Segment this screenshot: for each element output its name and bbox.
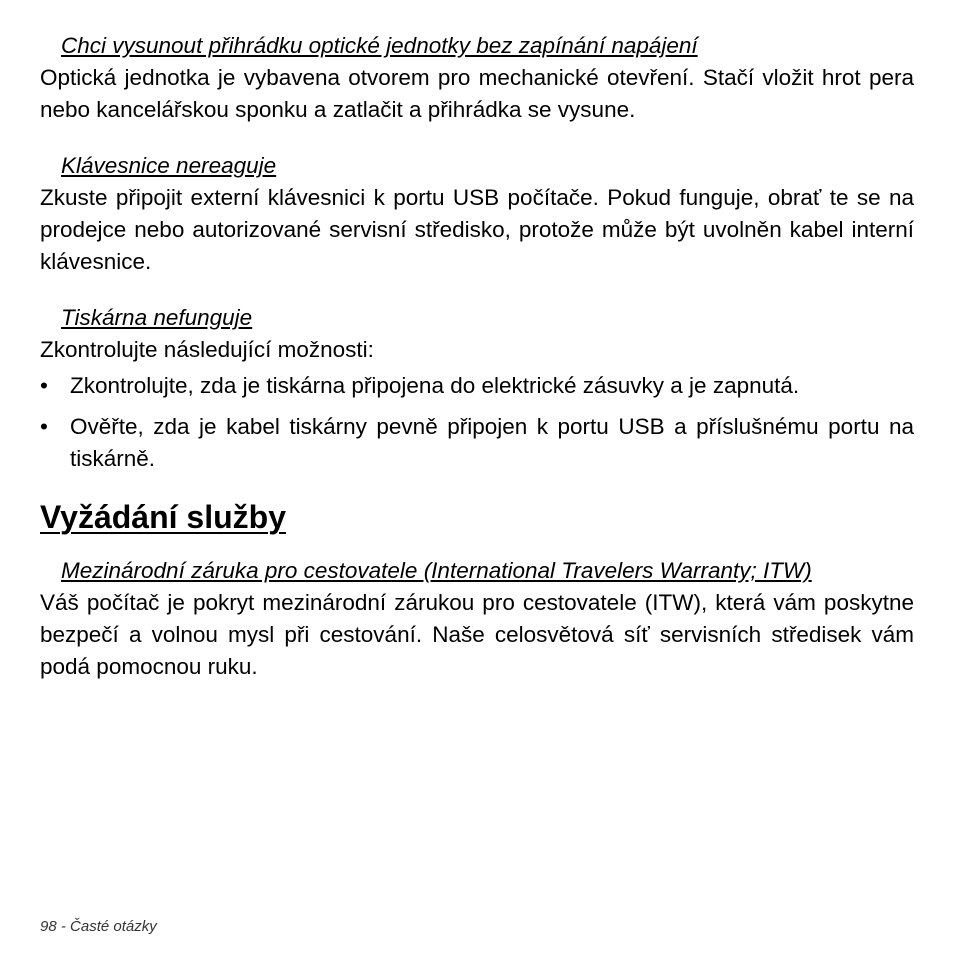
paragraph-itw: Váš počítač je pokryt mezinárodní zárukou pro cestovatele (ITW), která vám poskytne bezpečí a volnou mysl při cestování. Naše celosvětová síť servisních středisek vám podá pomocnou ruku. xyxy=(40,590,914,679)
subheading-keyboard: Klávesnice nereaguje xyxy=(61,153,277,178)
subheading-printer: Tiskárna nefunguje xyxy=(61,305,253,330)
paragraph-optical-drive: Optická jednotka je vybavena otvorem pro mechanické otevření. Stačí vložit hrot pera nebo kancelářskou sponku a zatlačit a přihrádka se vysune. xyxy=(40,65,914,122)
list-item xyxy=(40,411,914,475)
document-page xyxy=(40,30,914,683)
paragraph-printer-intro: Zkontrolujte následující možnosti: xyxy=(40,337,374,362)
subheading-itw: Mezinárodní záruka pro cestovatele (International Travelers Warranty; ITW) xyxy=(61,558,812,583)
bullet-icon: • xyxy=(40,373,48,398)
spacer xyxy=(40,126,914,150)
paragraph-keyboard: Zkuste připojit externí klávesnici k portu USB počítače. Pokud funguje, obrať te se na prodejce nebo autorizované servisní středisko, protože může být uvolněn kabel interní klávesnice. xyxy=(40,185,914,274)
bullet-icon: • xyxy=(40,414,48,439)
list-item-text: Zkontrolujte, zda je tiskárna připojena do elektrické zásuvky a je zapnutá. xyxy=(70,373,800,398)
list-item xyxy=(40,370,914,402)
section-heading: Vyžádání služby xyxy=(40,499,286,535)
printer-checklist xyxy=(40,370,914,475)
page-footer: 98 - Časté otázky xyxy=(40,918,157,935)
subheading-optical-drive: Chci vysunout přihrádku optické jednotky bez zapínání napájení xyxy=(61,33,698,58)
list-item-text: Ověřte, zda je kabel tiskárny pevně připojen k portu USB a příslušnému portu na tiskárně. xyxy=(70,414,914,471)
spacer xyxy=(40,278,914,302)
